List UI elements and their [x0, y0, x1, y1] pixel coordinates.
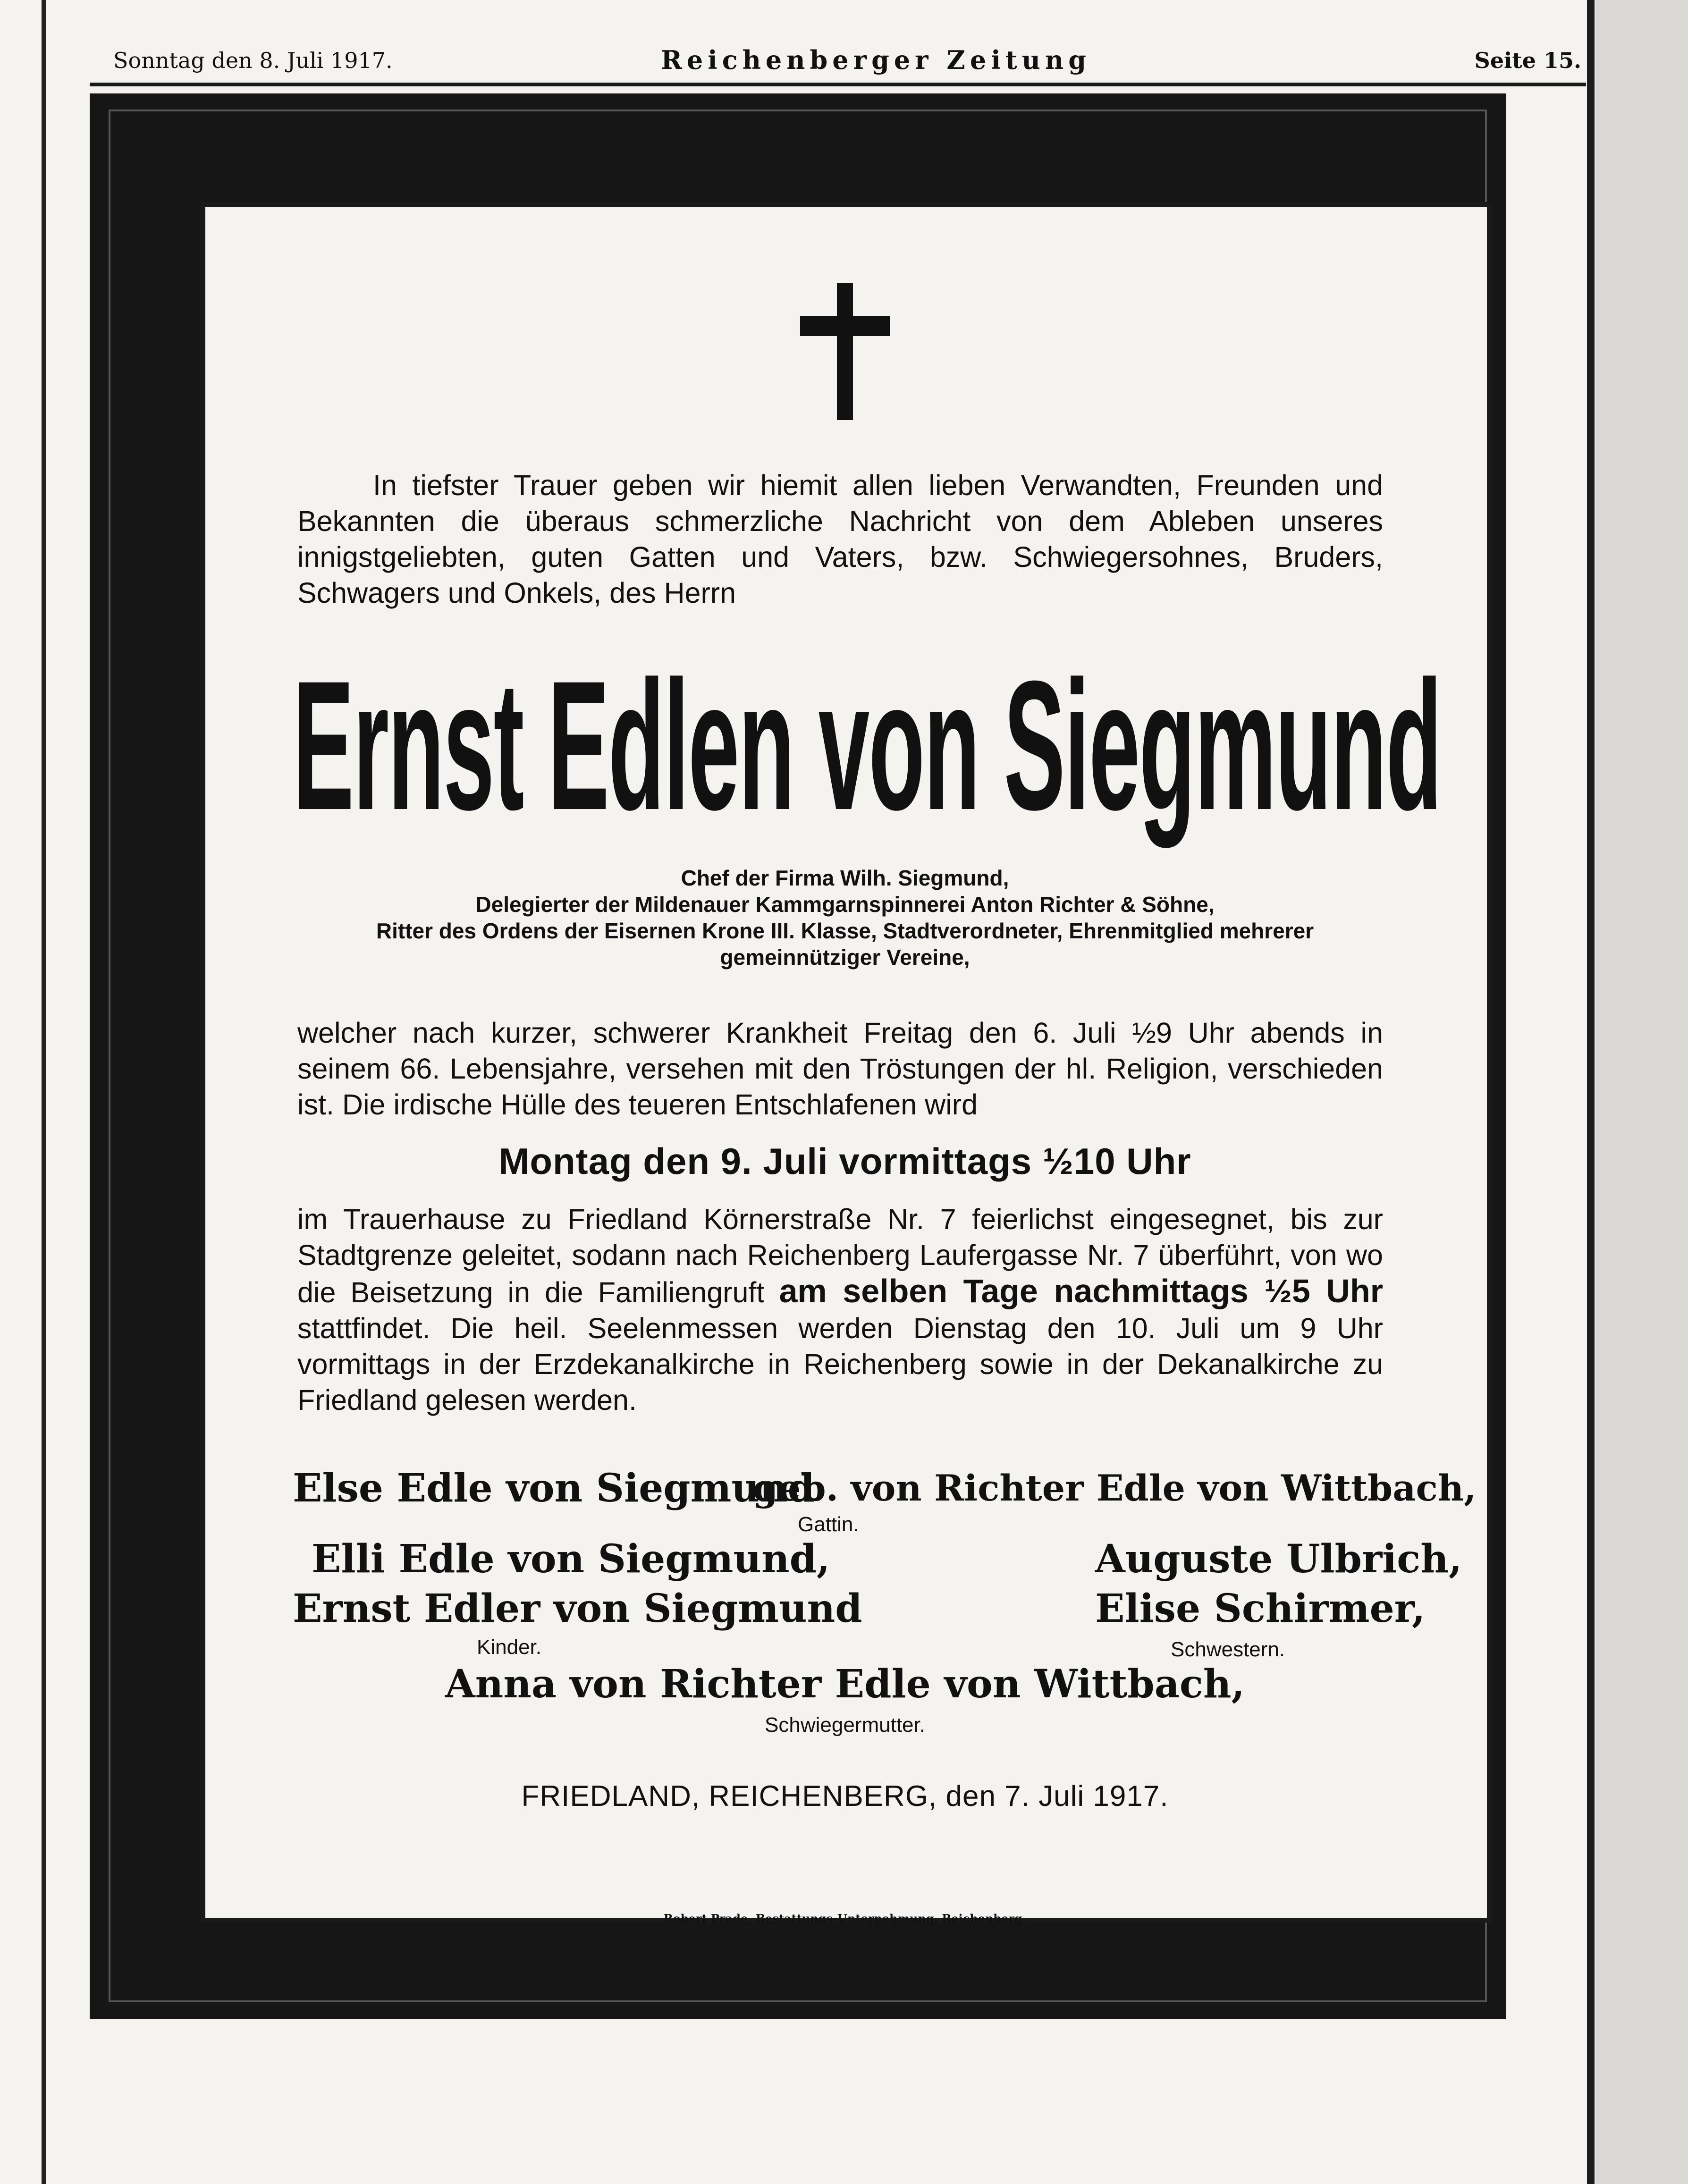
- funeral-paragraph: [297, 1201, 1383, 1418]
- child-name-1: Elli Edle von Siegmund,: [312, 1536, 830, 1582]
- header-rule: [90, 83, 1586, 86]
- deceased-titles: [293, 865, 1397, 970]
- child-name-2: Ernst Edler von Siegmund: [293, 1586, 862, 1631]
- sister-name-1: Auguste Ulbrich,: [1095, 1536, 1462, 1582]
- page-number: Seite 15.: [1474, 48, 1581, 73]
- funeral-date: Montag den 9. Juli vormittags ½10 Uhr: [498, 1140, 1191, 1182]
- title-line: Chef der Firma Wilh. Siegmund,: [681, 866, 1009, 890]
- widow-name: Else Edle von Siegmund: [293, 1466, 815, 1511]
- latin-cross-icon: [800, 283, 890, 420]
- page-gutter-line: [42, 0, 46, 2184]
- funeral-block: [297, 1201, 1383, 1418]
- newspaper-header: [113, 45, 1581, 78]
- mother-in-law-role: Schwiegermutter.: [765, 1713, 925, 1737]
- mother-in-law-name: Anna von Richter Edle von Wittbach,: [445, 1661, 1245, 1707]
- children-role: Kinder.: [477, 1636, 541, 1659]
- sister-name-2: Elise Schirmer,: [1095, 1586, 1426, 1631]
- death-block: [297, 1015, 1383, 1122]
- funeral-text-2: stattfindet. Die heil. Seelenmessen werden Dienstag den 10. Juli um 9 Uhr vormittags in der Erzdekanalkirche in Reichenberg sowie in der Dekanalkirche zu Friedland gelesen werden.: [297, 1312, 1383, 1416]
- sisters-role: Schwestern.: [1171, 1638, 1285, 1661]
- newspaper-title: Reichenberger Zeitung: [661, 45, 1091, 75]
- undertaker-credit: Robert Prade, Bestattungs-Unternehmung, Reichenberg.: [663, 1912, 1027, 1925]
- issue-date: Sonntag den 8. Juli 1917.: [113, 48, 393, 73]
- title-line: Ritter des Ordens der Eisernen Krone III. Klasse, Stadtverordneter, Ehrenmitglied mehrerer: [376, 919, 1314, 943]
- deceased-name: Ernst Edlen von Siegmund: [293, 643, 1442, 849]
- widow-birth-name: geb. von Richter Edle von Wittbach,: [753, 1467, 1477, 1509]
- widow-role: Gattin.: [798, 1513, 859, 1536]
- adjacent-page-margin: [1595, 0, 1688, 2184]
- title-line: gemeinnütziger Vereine,: [720, 945, 970, 970]
- burial-time: am selben Tage nachmittags ½5 Uhr: [779, 1273, 1383, 1309]
- intro-paragraph: In tiefster Trauer geben wir hiemit allen lieben Verwandten, Freunden und Bekannten die überaus schmerzliche Nachricht von dem Ableben unseres innigstgeliebten, guten Gatten und Vaters, bzw. Schwiegersohnes, Bruders, Schwagers und Onkels, des Herrn: [297, 469, 1383, 609]
- death-paragraph: welcher nach kurzer, schwerer Krankheit Freitag den 6. Juli ½9 Uhr abends in seinem 66. Lebensjahre, versehen mit den Tröstungen der hl. Religion, verschieden ist. Die irdische Hülle des teueren Entschlafenen wird: [297, 1017, 1383, 1121]
- place-and-date: FRIEDLAND, REICHENBERG, den 7. Juli 1917.: [521, 1780, 1169, 1813]
- title-line: Delegierter der Mildenauer Kammgarnspinnerei Anton Richter & Söhne,: [475, 892, 1215, 917]
- page-edge-line: [1587, 0, 1595, 2184]
- funeral-text-1: im Trauerhause zu Friedland Körnerstraße Nr. 7 feierlichst eingesegnet, bis zur Stadtgrenze geleitet, sodann nach Reichenberg Laufergasse Nr. 7 überführt, von wo die Beisetzung in die Familiengruft: [297, 1203, 1383, 1308]
